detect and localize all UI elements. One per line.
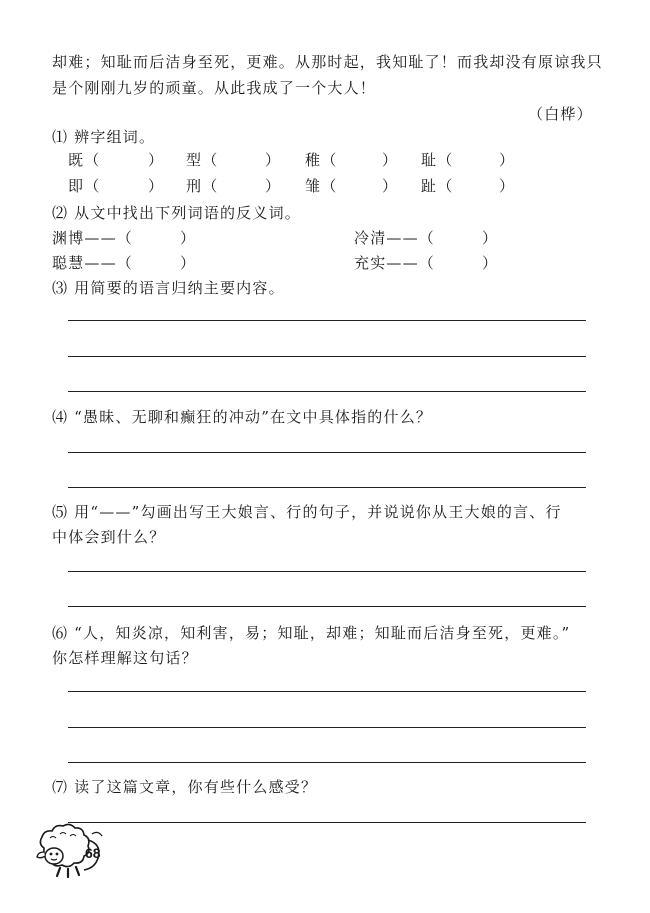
q4-title: ⑷ “愚昧、无聊和癫狂的冲动”在文中具体指的什么？: [52, 408, 433, 426]
q2-right-2-end: ）: [482, 254, 499, 272]
q2-right-1: 冷清——（: [354, 229, 436, 247]
q2-left-2: 聪慧——（: [52, 254, 134, 272]
passage-line-2: 是个刚刚九岁的顽童。从此我成了一个大人！: [52, 79, 377, 97]
q1-r1-d-open: 耻（: [421, 151, 454, 169]
q7-answer-line[interactable]: [68, 822, 586, 823]
q5-answer-line[interactable]: [68, 606, 586, 607]
q1-r2-d-open: 趾（: [421, 177, 454, 195]
q1-r2-b-open: 刑（: [186, 177, 219, 195]
q2-left-1: 渊博——（: [52, 229, 134, 247]
q3-answer-line[interactable]: [68, 356, 586, 357]
passage-author: （白桦）: [528, 105, 593, 123]
q1-title: ⑴ 辨字组词。: [52, 128, 156, 146]
q1-r1-b-open: 型（: [186, 151, 219, 169]
q5-answer-line[interactable]: [68, 571, 586, 572]
q3-title: ⑶ 用简要的语言归纳主要内容。: [52, 279, 285, 297]
q2-title: ⑵ 从文中找出下列词语的反义词。: [52, 204, 301, 222]
page-footer: [30, 818, 110, 880]
q1-r2-c-close: ）: [382, 177, 399, 195]
q2-left-1-end: ）: [180, 229, 197, 247]
q6-answer-line[interactable]: [68, 691, 586, 692]
q3-answer-line[interactable]: [68, 391, 586, 392]
q6-answer-line[interactable]: [68, 762, 586, 763]
q5-line-1: ⑸ 用“——”勾画出写王大娘言、行的句子，并说说你从王大娘的言、行: [52, 503, 562, 521]
passage-line-1: 却难；知耻而后洁身至死，更难。从那时起，我知耻了！而我却没有原谅我只: [52, 53, 603, 71]
q2-left-2-end: ）: [180, 254, 197, 272]
q2-right-1-end: ）: [482, 229, 499, 247]
q1-r2-b-close: ）: [265, 177, 282, 195]
q1-r1-b-close: ）: [265, 151, 282, 169]
q2-right-2: 充实——（: [354, 254, 436, 272]
q6-line-2: 你怎样理解这句话？: [52, 649, 198, 667]
q1-r1-a-open: 既（: [68, 151, 101, 169]
q1-r1-c-open: 稚（: [305, 151, 338, 169]
q1-r2-a-close: ）: [148, 177, 165, 195]
page-number: 68: [85, 845, 101, 861]
q1-r1-a-close: ）: [148, 151, 165, 169]
q1-r1-d-close: ）: [499, 151, 516, 169]
q5-line-2: 中体会到什么？: [52, 528, 166, 546]
q4-answer-line[interactable]: [68, 487, 586, 488]
q7-title: ⑺ 读了这篇文章，你有些什么感受？: [52, 778, 318, 796]
q1-r2-a-open: 即（: [68, 177, 101, 195]
q1-r2-d-close: ）: [499, 177, 516, 195]
q6-line-1: ⑹ “人，知炎凉，知利害，易；知耻，却难；知耻而后洁身至死，更难。”: [52, 624, 571, 642]
q1-r2-c-open: 雏（: [305, 177, 338, 195]
q1-r1-c-close: ）: [382, 151, 399, 169]
q4-answer-line[interactable]: [68, 452, 586, 453]
q3-answer-line[interactable]: [68, 320, 586, 321]
q6-answer-line[interactable]: [68, 727, 586, 728]
